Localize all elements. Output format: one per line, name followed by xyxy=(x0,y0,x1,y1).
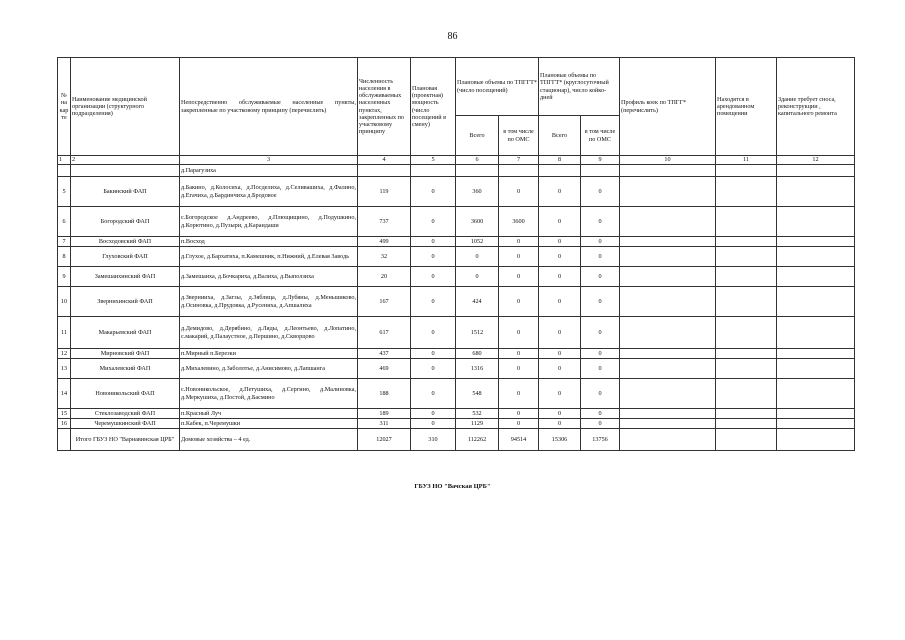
empty-cell xyxy=(620,165,716,177)
empty-cell xyxy=(716,207,777,237)
visits-oms: 0 xyxy=(499,237,539,247)
bed-days-total: 0 xyxy=(539,247,581,267)
header-building-condition: Здание требует сноса, реконструкции , капитального ремонта xyxy=(777,58,855,156)
bed-days-total: 0 xyxy=(539,267,581,287)
empty-cell xyxy=(777,247,855,267)
column-number: 8 xyxy=(539,156,581,165)
row-number: 5 xyxy=(58,177,71,207)
visits-oms: 0 xyxy=(499,409,539,419)
empty-cell xyxy=(777,409,855,419)
population: 469 xyxy=(358,359,411,379)
empty-cell xyxy=(620,379,716,409)
empty-cell xyxy=(620,267,716,287)
facility-name: Бакинский ФАП xyxy=(71,177,180,207)
header-bed-profile: Профиль коек по ТПГГ* (перечислить) xyxy=(620,58,716,156)
bed-days-total: 0 xyxy=(539,237,581,247)
header-number: № на кар те xyxy=(58,58,71,156)
visits-total: 532 xyxy=(456,409,499,419)
population: 32 xyxy=(358,247,411,267)
population xyxy=(358,165,411,177)
column-number: 11 xyxy=(716,156,777,165)
visits-total: 0 xyxy=(456,247,499,267)
facility-name: Мирновский ФАП xyxy=(71,349,180,359)
empty-cell xyxy=(620,359,716,379)
column-number: 6 xyxy=(456,156,499,165)
table-body xyxy=(58,156,855,451)
capacity: 0 xyxy=(411,379,456,409)
served-places: д.Парагузиха xyxy=(180,165,358,177)
capacity: 0 xyxy=(411,237,456,247)
bed-days-oms: 0 xyxy=(581,247,620,267)
column-number: 1 xyxy=(58,156,71,165)
bed-days-total: 0 xyxy=(539,177,581,207)
row-number: 13 xyxy=(58,359,71,379)
total-households: Домовые хозяйства – 4 ед. xyxy=(180,429,358,451)
table-row xyxy=(58,349,855,359)
served-places: д.Бакино, д.Колосиха, д.Посделиха, д.Селивашиха, д.Фалино, д.Егачиха, д.Бардинчиха д.Бродовое xyxy=(180,177,358,207)
bed-days-oms: 0 xyxy=(581,349,620,359)
facility-name xyxy=(71,165,180,177)
capacity: 0 xyxy=(411,247,456,267)
facility-name: Восходовский ФАП xyxy=(71,237,180,247)
capacity: 0 xyxy=(411,287,456,317)
empty-cell xyxy=(716,409,777,419)
empty-cell xyxy=(620,177,716,207)
table-row xyxy=(58,287,855,317)
column-number: 4 xyxy=(358,156,411,165)
table-row xyxy=(58,177,855,207)
facility-name: Черемушкинский ФАП xyxy=(71,419,180,429)
page-number: 86 xyxy=(447,31,458,42)
facility-name: Михалевский ФАП xyxy=(71,359,180,379)
visits-oms: 0 xyxy=(499,359,539,379)
visits-total: 1052 xyxy=(456,237,499,247)
column-number: 2 xyxy=(71,156,180,165)
empty-cell xyxy=(620,317,716,349)
header-bed-days-volume: Плановые объемы по ТПГГТ* (круглосуточный стационар), число койко-дней xyxy=(539,58,620,116)
row-number: 11 xyxy=(58,317,71,349)
empty-cell xyxy=(777,237,855,247)
bed-days-oms: 0 xyxy=(581,287,620,317)
row-number: 14 xyxy=(58,379,71,409)
visits-oms xyxy=(499,165,539,177)
bed-days-total xyxy=(539,165,581,177)
served-places: д.Глухое, д.Бархатиха, п.Камешник, п.Нижний, д.Елевая Заводь xyxy=(180,247,358,267)
table-header xyxy=(58,58,855,156)
empty-cell xyxy=(620,247,716,267)
population: 617 xyxy=(358,317,411,349)
served-places: п.Кабек, п.Черемушки xyxy=(180,419,358,429)
bed-days-oms: 0 xyxy=(581,379,620,409)
total-label: Итого ГБУЗ НО "Варнавинская ЦРБ" xyxy=(71,429,180,451)
header-visits-total: Всего xyxy=(456,116,499,156)
bed-days-total: 0 xyxy=(539,379,581,409)
served-places: с.Богородское д.Андреево, д.Плющищино, д.Подушкино, д.Корютино, д.Пузыри, д.Карандаши xyxy=(180,207,358,237)
table-row xyxy=(58,165,855,177)
total-visits-oms: 94514 xyxy=(499,429,539,451)
empty-cell xyxy=(716,237,777,247)
empty-cell xyxy=(716,317,777,349)
visits-total: 680 xyxy=(456,349,499,359)
capacity: 0 xyxy=(411,267,456,287)
empty-cell xyxy=(716,165,777,177)
bed-days-total: 0 xyxy=(539,287,581,317)
bed-days-total: 0 xyxy=(539,419,581,429)
row-number: 10 xyxy=(58,287,71,317)
header-beds-oms: в том числе по ОМС xyxy=(581,116,620,156)
served-places: д.Замешаиха, д.Бочкариха, д.Валиха, д.Выползиха xyxy=(180,267,358,287)
table-row xyxy=(58,247,855,267)
header-rented: Находятся в арендованном помещении xyxy=(716,58,777,156)
header-visits-volume: Плановые объемы по ТПГГТ* (число посещений) xyxy=(456,58,539,116)
facility-name: Стеклозаводский ФАП xyxy=(71,409,180,419)
column-number: 3 xyxy=(180,156,358,165)
served-places: д.Михалевино, д.Заболотье, д.Анисимово, д.Лапшанга xyxy=(180,359,358,379)
table-row xyxy=(58,379,855,409)
table-row xyxy=(58,237,855,247)
population: 167 xyxy=(358,287,411,317)
visits-total: 1512 xyxy=(456,317,499,349)
empty-cell xyxy=(620,419,716,429)
header-population: Численность населения в обслуживаемых населенных пунктах, закрепленных по участковому принципу xyxy=(358,58,411,156)
empty-cell xyxy=(620,237,716,247)
population: 119 xyxy=(358,177,411,207)
empty-cell xyxy=(716,349,777,359)
empty-cell xyxy=(620,429,716,451)
visits-oms: 0 xyxy=(499,267,539,287)
bed-days-oms: 0 xyxy=(581,237,620,247)
visits-oms: 0 xyxy=(499,349,539,359)
population: 437 xyxy=(358,349,411,359)
bed-days-total: 0 xyxy=(539,409,581,419)
header-org-name: Наименование медицинской организации (структурного подразделения) xyxy=(71,58,180,156)
bed-days-oms: 0 xyxy=(581,409,620,419)
empty-cell xyxy=(716,177,777,207)
bed-days-oms xyxy=(581,165,620,177)
footer-organization: ГБУЗ НО "Вачская ЦРБ" xyxy=(414,483,491,490)
visits-total xyxy=(456,165,499,177)
facility-name: Макарьевский ФАП xyxy=(71,317,180,349)
population: 189 xyxy=(358,409,411,419)
capacity xyxy=(411,165,456,177)
empty-cell xyxy=(777,349,855,359)
bed-days-oms: 0 xyxy=(581,359,620,379)
served-places: п.Мирный п.Березки xyxy=(180,349,358,359)
visits-total: 1129 xyxy=(456,419,499,429)
empty-cell xyxy=(716,359,777,379)
visits-oms: 3600 xyxy=(499,207,539,237)
population: 311 xyxy=(358,419,411,429)
empty-cell xyxy=(777,419,855,429)
empty-cell xyxy=(777,207,855,237)
row-number: 6 xyxy=(58,207,71,237)
population: 499 xyxy=(358,237,411,247)
facility-name: Замешаихинский ФАП xyxy=(71,267,180,287)
empty-cell xyxy=(620,287,716,317)
bed-days-total: 0 xyxy=(539,359,581,379)
table-row xyxy=(58,317,855,349)
capacity: 0 xyxy=(411,359,456,379)
column-number: 9 xyxy=(581,156,620,165)
empty-cell xyxy=(777,429,855,451)
row-number: 15 xyxy=(58,409,71,419)
header-visits-oms: в том числе по ОМС xyxy=(499,116,539,156)
empty-cell xyxy=(620,409,716,419)
empty-cell xyxy=(58,429,71,451)
total-bed-days: 15306 xyxy=(539,429,581,451)
bed-days-oms: 0 xyxy=(581,207,620,237)
total-bed-days-oms: 13756 xyxy=(581,429,620,451)
empty-cell xyxy=(777,165,855,177)
empty-cell xyxy=(777,267,855,287)
served-places: с.Новоникольское, д.Петушиха, д.Сергино, д.Малиновка, д.Меркушиха, д.Постой, д.Басмино xyxy=(180,379,358,409)
bed-days-oms: 0 xyxy=(581,267,620,287)
header-beds-total: Всего xyxy=(539,116,581,156)
served-places: п.Восход xyxy=(180,237,358,247)
total-row xyxy=(58,429,855,451)
row-number xyxy=(58,165,71,177)
header-places: Непосредственно обслуживаемые населенные пункты, закрепленные по участковому принципу (перечислить) xyxy=(180,58,358,156)
row-number: 7 xyxy=(58,237,71,247)
total-visits: 112262 xyxy=(456,429,499,451)
population: 737 xyxy=(358,207,411,237)
served-places: д.Звернииха, д.Загзы, д.Зяблица, д.Лубяны, д.Меньшиково, д.Осиновка, д.Прудовка, д.Русениха, д.Апшалиха xyxy=(180,287,358,317)
empty-cell xyxy=(716,287,777,317)
row-number: 9 xyxy=(58,267,71,287)
visits-total: 1316 xyxy=(456,359,499,379)
visits-oms: 0 xyxy=(499,287,539,317)
visits-oms: 0 xyxy=(499,379,539,409)
visits-total: 360 xyxy=(456,177,499,207)
visits-oms: 0 xyxy=(499,419,539,429)
empty-cell xyxy=(777,177,855,207)
empty-cell xyxy=(777,379,855,409)
row-number: 8 xyxy=(58,247,71,267)
population: 188 xyxy=(358,379,411,409)
total-capacity: 310 xyxy=(411,429,456,451)
bed-days-total: 0 xyxy=(539,349,581,359)
row-number: 16 xyxy=(58,419,71,429)
capacity: 0 xyxy=(411,409,456,419)
empty-cell xyxy=(716,247,777,267)
bed-days-oms: 0 xyxy=(581,317,620,349)
row-number: 12 xyxy=(58,349,71,359)
table-row xyxy=(58,267,855,287)
capacity: 0 xyxy=(411,349,456,359)
empty-cell xyxy=(777,359,855,379)
facility-name: Звернихинский ФАП xyxy=(71,287,180,317)
facility-name: Богородский ФАП xyxy=(71,207,180,237)
served-places: п.Красный Луч xyxy=(180,409,358,419)
column-number: 5 xyxy=(411,156,456,165)
population: 20 xyxy=(358,267,411,287)
visits-total: 424 xyxy=(456,287,499,317)
column-number: 7 xyxy=(499,156,539,165)
header-capacity: Плановая (проектная) мощность (число посещений в смену) xyxy=(411,58,456,156)
facility-name: Новоникольский ФАП xyxy=(71,379,180,409)
capacity: 0 xyxy=(411,419,456,429)
facility-name: Глуховский ФАП xyxy=(71,247,180,267)
table-row xyxy=(58,207,855,237)
bed-days-oms: 0 xyxy=(581,177,620,207)
visits-total: 0 xyxy=(456,267,499,287)
table-row xyxy=(58,409,855,419)
empty-cell xyxy=(620,349,716,359)
empty-cell xyxy=(777,317,855,349)
table-row xyxy=(58,419,855,429)
facilities-table xyxy=(57,57,855,451)
empty-cell xyxy=(716,267,777,287)
empty-cell xyxy=(716,379,777,409)
empty-cell xyxy=(777,287,855,317)
visits-oms: 0 xyxy=(499,317,539,349)
visits-oms: 0 xyxy=(499,177,539,207)
empty-cell xyxy=(716,429,777,451)
column-numbers-row xyxy=(58,156,855,165)
capacity: 0 xyxy=(411,207,456,237)
empty-cell xyxy=(716,419,777,429)
column-number: 12 xyxy=(777,156,855,165)
capacity: 0 xyxy=(411,317,456,349)
bed-days-total: 0 xyxy=(539,207,581,237)
bed-days-total: 0 xyxy=(539,317,581,349)
bed-days-oms: 0 xyxy=(581,419,620,429)
visits-total: 3600 xyxy=(456,207,499,237)
visits-oms: 0 xyxy=(499,247,539,267)
visits-total: 548 xyxy=(456,379,499,409)
table-row xyxy=(58,359,855,379)
column-number: 10 xyxy=(620,156,716,165)
empty-cell xyxy=(620,207,716,237)
served-places: д.Демидово, д.Дерябино, д.Ляды, д.Леонтьево, д.Лопатино, с.макарий, д.Палаустное, д.Першино, д.Скворцово xyxy=(180,317,358,349)
capacity: 0 xyxy=(411,177,456,207)
total-population: 12027 xyxy=(358,429,411,451)
